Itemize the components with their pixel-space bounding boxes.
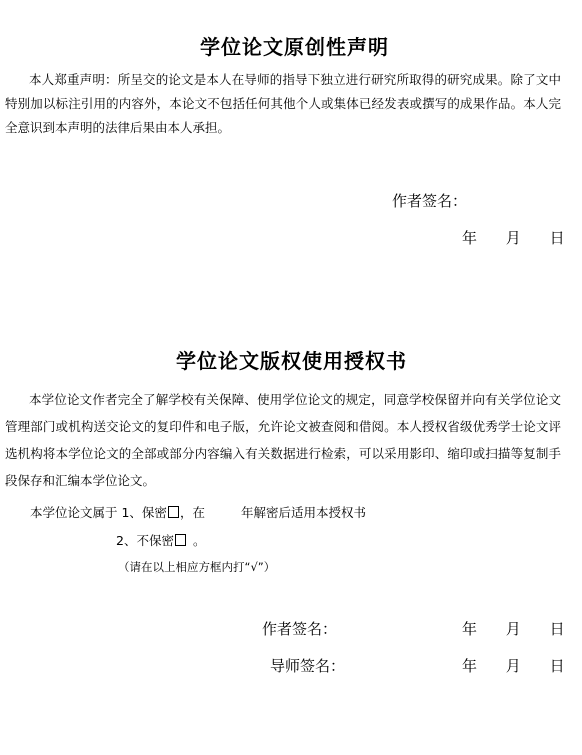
day-label: 日 <box>549 620 565 638</box>
month-label: 月 <box>505 229 521 247</box>
authorization-advisor-signature-label: 导师签名： <box>270 657 346 675</box>
option-2-prefix: 2、不保密 <box>116 533 174 548</box>
authorization-option-2 <box>116 531 205 549</box>
year-label: 年 <box>462 657 478 675</box>
authorization-author-date <box>462 618 565 639</box>
authorization-advisor-date <box>462 655 565 676</box>
declaration-date <box>462 227 565 248</box>
declaration-body: 本人郑重声明：所呈交的论文是本人在导师的指导下独立进行研究所取得的研究成果。除了文中特别加以标注引用的内容外，本论文不包括任何其他个人或集体已经发表或撰写的成果作品。本人完全意识到本声明的法律后果由本人承担。 <box>5 72 561 135</box>
option-1-suffix: 年解密后适用本授权书 <box>240 505 366 520</box>
month-label: 月 <box>505 620 521 638</box>
day-label: 日 <box>549 657 565 675</box>
confidential-checkbox[interactable] <box>168 506 179 518</box>
authorization-body: 本学位论文作者完全了解学校有关保障、使用学位论文的规定，同意学校保留并向有关学位论文管理部门或机构送交论文的复印件和电子版，允许论文被查阅和借阅。本人授权省级优秀学士论文评选机构将本学位论文的全部或部分内容编入有关数据进行检索，可以采用影印、缩印或扫描等复制手段保存和汇编本学位论文。 <box>5 392 561 488</box>
year-label: 年 <box>462 229 478 247</box>
declaration-author-signature-label: 作者签名： <box>392 192 468 210</box>
authorization-option-1 <box>30 503 366 521</box>
authorization-title: 学位论文版权使用授权书 <box>176 349 407 373</box>
option-1-prefix: 本学位论文属于 1、保密 <box>30 505 167 520</box>
authorization-note: （请在以上相应方框内打“√”） <box>118 560 276 574</box>
not-confidential-checkbox[interactable] <box>175 534 186 546</box>
authorization-author-signature-label: 作者签名： <box>262 620 338 638</box>
month-label: 月 <box>505 657 521 675</box>
option-1-mid: ，在 <box>179 505 205 520</box>
declaration-title: 学位论文原创性声明 <box>200 35 389 59</box>
day-label: 日 <box>549 229 565 247</box>
option-2-suffix: 。 <box>192 533 206 548</box>
year-label: 年 <box>462 620 478 638</box>
